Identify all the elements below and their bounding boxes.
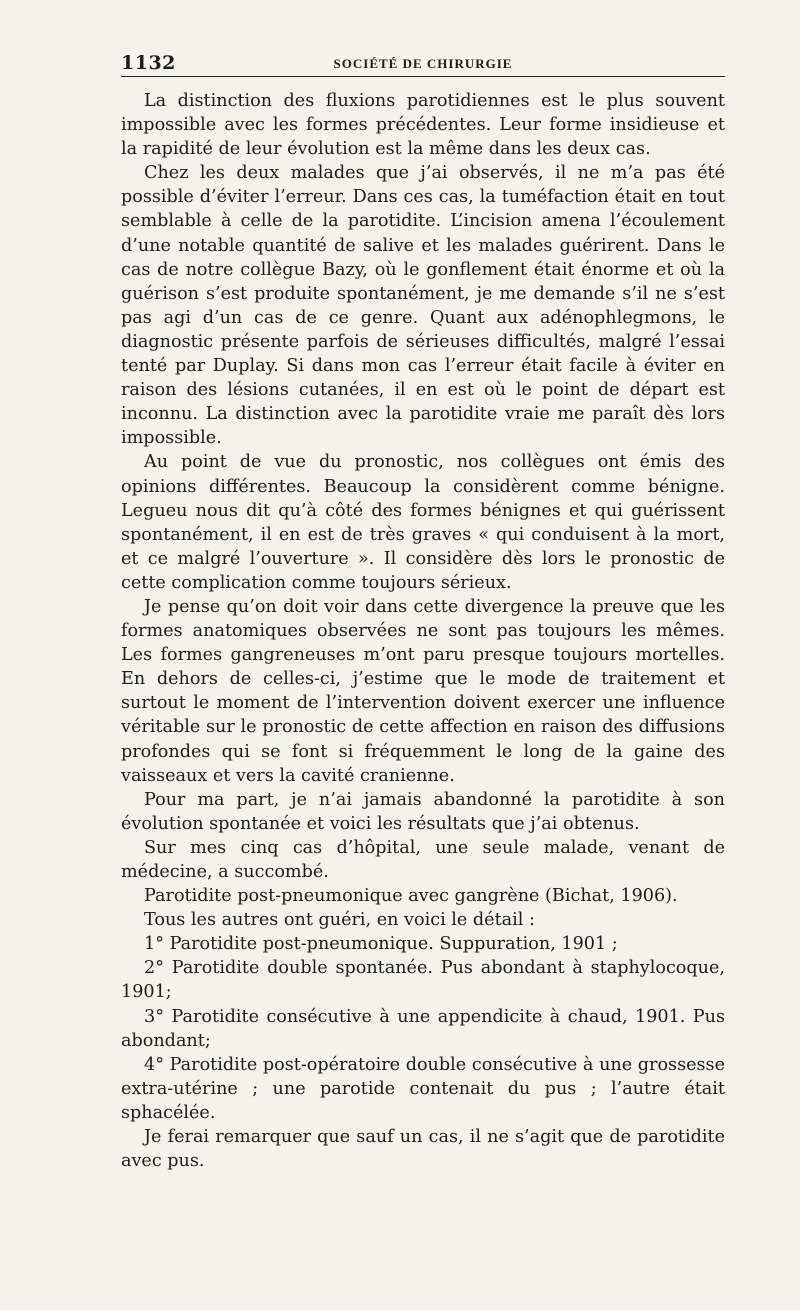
list-item: 4° Parotidite post-opératoire double consécutive à une grossesse extra-utérine ; une parotide contenait du pus ; l’autre était sphacélée. <box>121 1054 725 1123</box>
paragraph: Au point de vue du pronostic, nos collègues ont émis des opinions différentes. Beaucoup la considèrent comme bénigne. Legueu nous dit qu’à côté des formes bénignes et qui guérissent spontanément, il en est de très graves « qui conduisent à la mort, et ce malgré l’ouverture ». Il considère dès lors le pronostic de cette complication comme toujours sérieux. <box>121 452 725 593</box>
paragraph: Pour ma part, je n’ai jamais abandonné la parotidite à son évolution spontanée et voici les résultats que j’ai obtenus. <box>121 789 725 834</box>
paragraph: Tous les autres ont guéri, en voici le détail : <box>144 910 535 931</box>
paragraph: Sur mes cinq cas d’hôpital, une seule malade, venant de médecine, a succombé. <box>121 837 725 882</box>
paragraph: Chez les deux malades que j’ai observés, il ne m’a pas été possible d’éviter l’erreur. Dans ces cas, la tuméfaction était en tout semblable à celle de la parotidite. L’incision amena l’écoulement d’une notable quantité de salive et les malades guérirent. Dans le cas de notre collègue Bazy, où le gonflement était énorme et où la guérison s’est produite spontanément, je me demande s’il ne s’est pas agi d’un cas de ce genre. Quant aux adénophlegmons, le diagnostic présente parfois de sérieuses difficultés, malgré l’essai tenté par Duplay. Si dans mon cas l’erreur était facile à éviter en raison des lésions cutanées, il en est où le point de départ est inconnu. La distinction avec la parotidite vraie me paraît dès lors impossible. <box>121 163 725 449</box>
running-title: SOCIÉTÉ DE CHIRURGIE <box>333 56 513 71</box>
list-item: 2° Parotidite double spontanée. Pus abondant à staphylocoque, 1901; <box>121 958 725 1003</box>
list-item: 1° Parotidite post-pneumonique. Suppuration, 1901 ; <box>144 934 618 955</box>
paragraph: La distinction des fluxions parotidiennes est le plus souvent impossible avec les formes précédentes. Leur forme insidieuse et la rapidité de leur évolution est la même dans les deux cas. <box>121 91 725 160</box>
body-text <box>121 89 725 1173</box>
list-item: 3° Parotidite consécutive à une appendicite à chaud, 1901. Pus abondant; <box>121 1006 725 1051</box>
paragraph: Parotidite post-pneumonique avec gangrène (Bichat, 1906). <box>144 886 678 907</box>
page-number: 1132 <box>121 52 176 74</box>
paragraph: Je ferai remarquer que sauf un cas, il ne s’agit que de parotidite avec pus. <box>121 1127 725 1172</box>
paragraph: Je pense qu’on doit voir dans cette divergence la preuve que les formes anatomiques observées ne sont pas toujours les mêmes. Les formes gangreneuses m’ont paru presque toujours mortelles. En dehors de celles-ci, j’estime que le mode de traitement et surtout le moment de l’intervention doivent exercer une influence véritable sur le pronostic de cette affection en raison des diffusions profondes qui se font si fréquemment le long de la gaine des vaisseaux et vers la cavité cranienne. <box>121 596 725 786</box>
page-header <box>121 46 725 77</box>
